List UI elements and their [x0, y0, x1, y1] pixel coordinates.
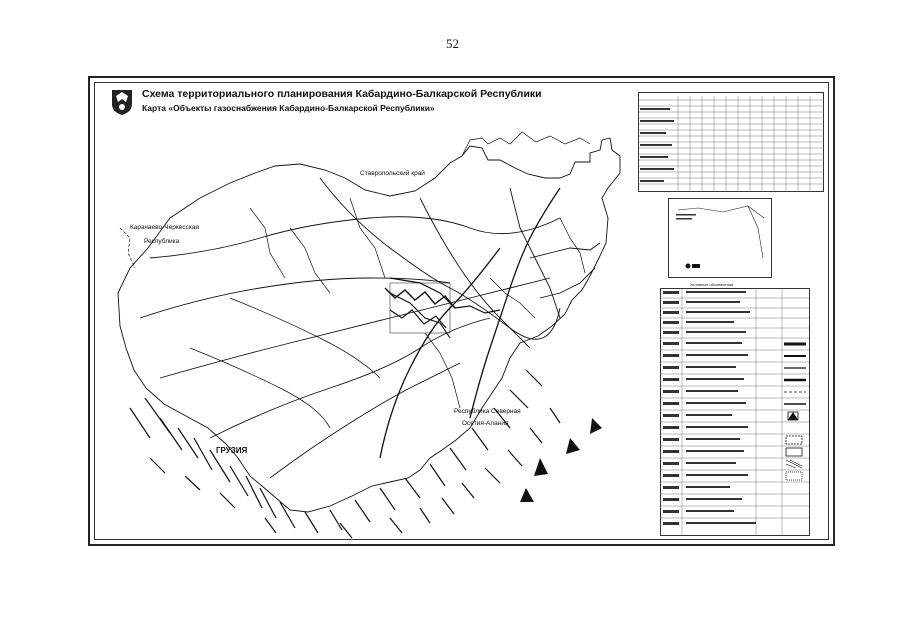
map-subtitle: Карта «Объекты газоснабжения Кабардино-Балкарской Республики»: [142, 103, 435, 113]
region-label-stavropol: Ставропольский край: [360, 170, 425, 177]
region-label-georgia: ГРУЗИЯ: [216, 446, 248, 455]
data-table-panel: [638, 92, 824, 192]
page-number: 52: [446, 36, 459, 51]
inset-map: [668, 198, 772, 278]
region-label-karachay-1: Карачаево-Черкесская: [130, 224, 199, 231]
legend-panel: [660, 288, 810, 536]
map-title: Схема территориального планирования Кабардино-Балкарской Республики: [142, 88, 542, 100]
region-label-ossetia-2: Осетия-Алания: [462, 420, 509, 427]
region-label-ossetia-1: Республика Северная: [454, 408, 521, 415]
republic-boundary: [118, 138, 620, 512]
region-label-karachay-2: Республика: [144, 238, 180, 245]
legend-heading: Условные обозначения: [690, 282, 734, 287]
map-frame: [88, 76, 835, 546]
